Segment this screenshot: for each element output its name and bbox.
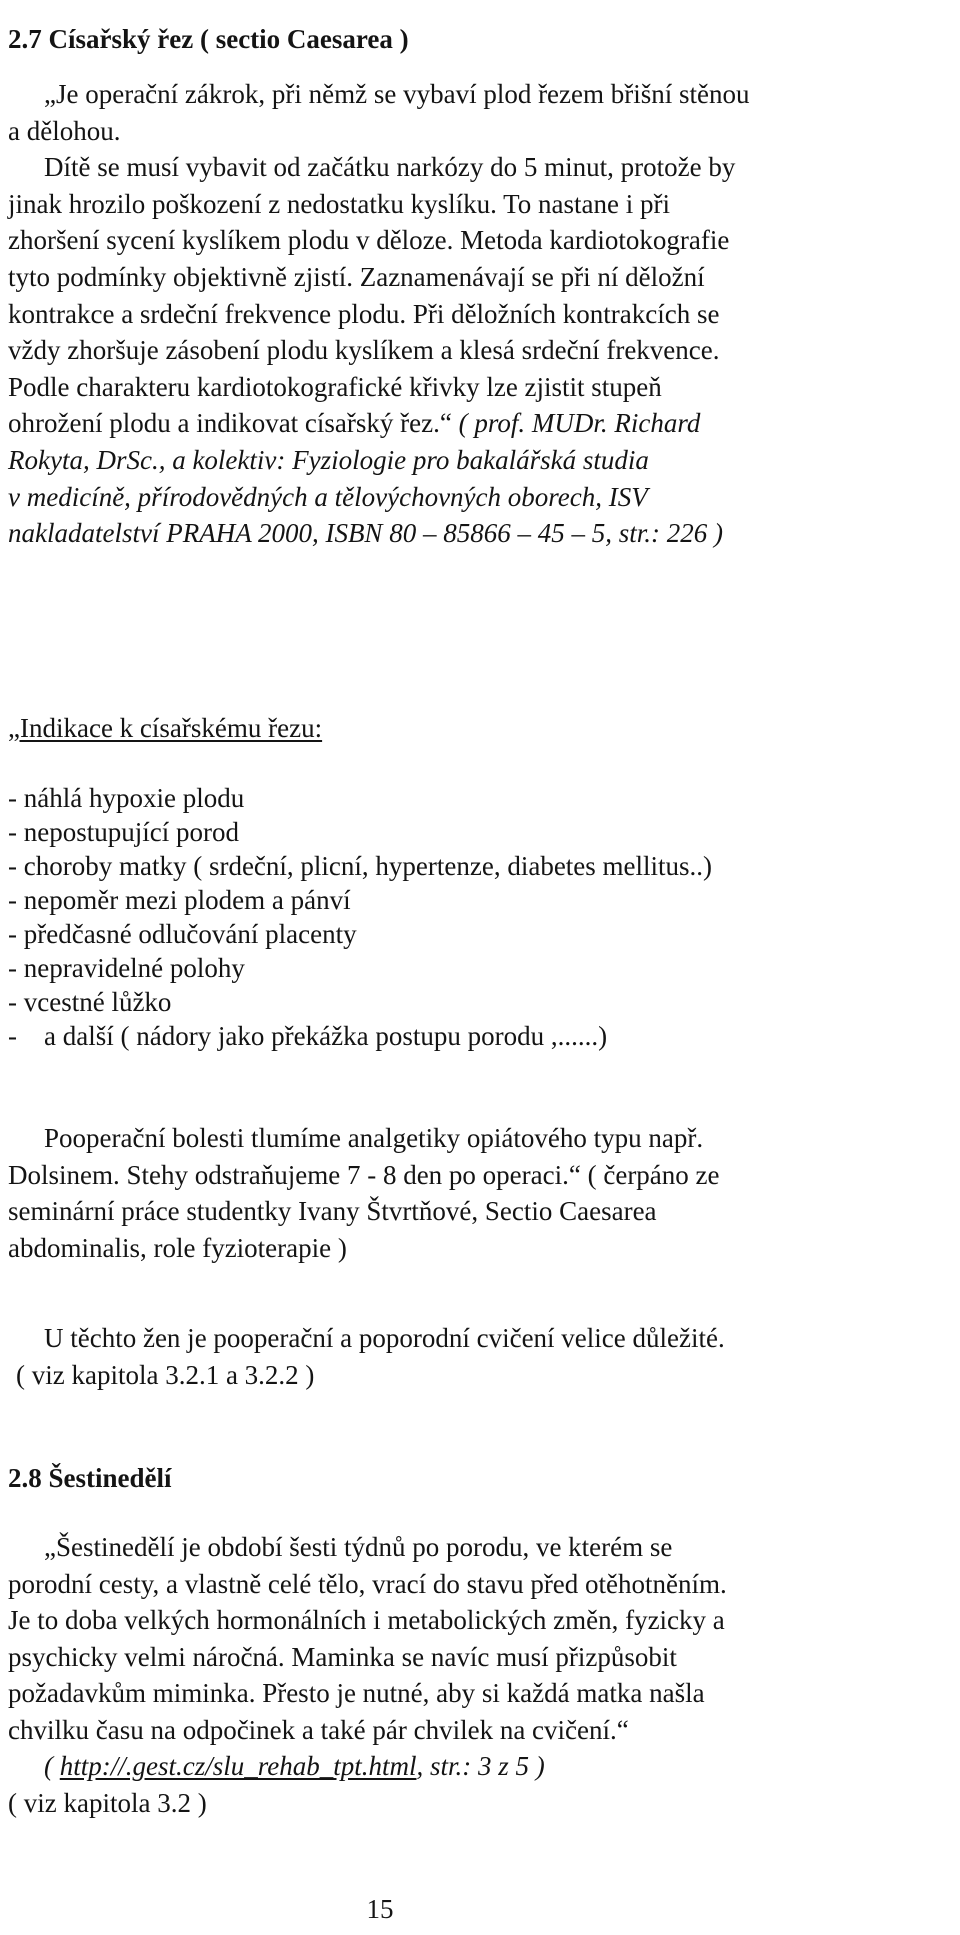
list-item: - choroby matky ( srdeční, plicní, hypertenze, diabetes mellitus..) [8, 851, 713, 881]
list-item: - nepravidelné polohy [8, 953, 245, 983]
chapter-reference: ( viz kapitola 3.2.1 a 3.2.2 ) [16, 1359, 315, 1390]
text-line: U těchto žen je pooperační a poporodní cvičení velice důležité. [44, 1323, 725, 1353]
list-item: - nepoměr mezi plodem a pánví [8, 885, 351, 915]
postoperative-paragraph [8, 1120, 948, 1266]
citation-line: v medicíně, přírodovědných a tělovýchovných oborech, ISV [8, 481, 648, 512]
cesarean-definition-quote [8, 76, 948, 552]
puerperium-quote [8, 1529, 948, 1821]
text-line: Dítě se musí vybavit od začátku narkózy do 5 minut, protože by [44, 152, 736, 183]
list-item: - předčasné odlučování placenty [8, 919, 357, 949]
text-line: požadavkům miminka. Přesto je nutné, aby si každá matka našla [8, 1678, 705, 1708]
indications-list [8, 781, 712, 1053]
citation-close: , str.: 3 z 5 ) [416, 1751, 545, 1781]
source-link[interactable]: http://.gest.cz/slu_rehab_tpt.html [59, 1751, 417, 1781]
citation-open: ( [44, 1751, 60, 1781]
text-line: a dělohou. [8, 115, 121, 146]
text-line: Podle charakteru kardiotokografické křivky lze zjistit stupeň [8, 371, 662, 402]
text-line: zhoršení sycení kyslíkem plodu v děloze. Metoda kardiotokografie [8, 225, 730, 256]
text-line: kontrakce a srdeční frekvence plodu. Při děložních kontrakcích se [8, 298, 720, 329]
text-line: jinak hrozilo poškození z nedostatku kyslíku. To nastane i při [8, 188, 670, 219]
text-line: „Šestinedělí je období šesti týdnů po porodu, ve kterém se [44, 1532, 673, 1562]
text-line: Pooperační bolesti tlumíme analgetiky opiátového typu např. [44, 1123, 704, 1153]
text-line: porodní cesty, a vlastně celé tělo, vrací do stavu před otěhotněním. [8, 1568, 727, 1599]
text-line: abdominalis, role fyzioterapie ) [8, 1232, 347, 1263]
text-line: Dolsinem. Stehy odstraňujeme 7 - 8 den po operaci.“ ( čerpáno ze [8, 1159, 720, 1190]
page-number: 15 [366, 1894, 394, 1924]
text-line [8, 405, 948, 442]
citation-line: nakladatelství PRAHA 2000, ISBN 80 – 85866 – 45 – 5, str.: 226 ) [8, 518, 723, 549]
text-line: Je to doba velkých hormonálních i metabolických změn, fyzicky a [8, 1605, 725, 1635]
citation-start: ( prof. MUDr. Richard [458, 408, 701, 439]
text-line: seminární práce studentky Ivany Štvrtňové, Sectio Caesarea [8, 1196, 657, 1226]
indications-heading: „Indikace k císařskému řezu: [8, 713, 323, 743]
text-line: tyto podmínky objektivně zjistí. Zaznamenávají se při ní děložní [8, 261, 705, 292]
exercise-paragraph [8, 1320, 948, 1393]
text-line: „Je operační zákrok, při němž se vybaví plod řezem břišní stěnou [44, 79, 750, 109]
text-line: psychicky velmi náročná. Maminka se navíc musí přizpůsobit [8, 1641, 677, 1672]
chapter-reference: ( viz kapitola 3.2 ) [8, 1787, 207, 1818]
section-heading-2-8: 2.8 Šestinedělí [8, 1463, 172, 1493]
citation-line: Rokyta, DrSc., a kolektiv: Fyziologie pro bakalářská studia [8, 444, 649, 475]
text-segment: ohrožení plodu a indikovat císařský řez.“ [8, 408, 459, 439]
source-citation [8, 1748, 948, 1785]
section-heading-2-7: 2.7 Císařský řez ( sectio Caesarea ) [8, 24, 409, 54]
list-item: - vcestné lůžko [8, 987, 172, 1017]
text-line: chvilku času na odpočinek a také pár chvilek na cvičení.“ [8, 1714, 629, 1745]
text-line: vždy zhoršuje zásobení plodu kyslíkem a klesá srdeční frekvence. [8, 335, 720, 366]
list-item: - a další ( nádory jako překážka postupu porodu ,......) [8, 1021, 608, 1051]
list-item: - náhlá hypoxie plodu [8, 783, 245, 813]
list-item: - nepostupující porod [8, 817, 239, 847]
